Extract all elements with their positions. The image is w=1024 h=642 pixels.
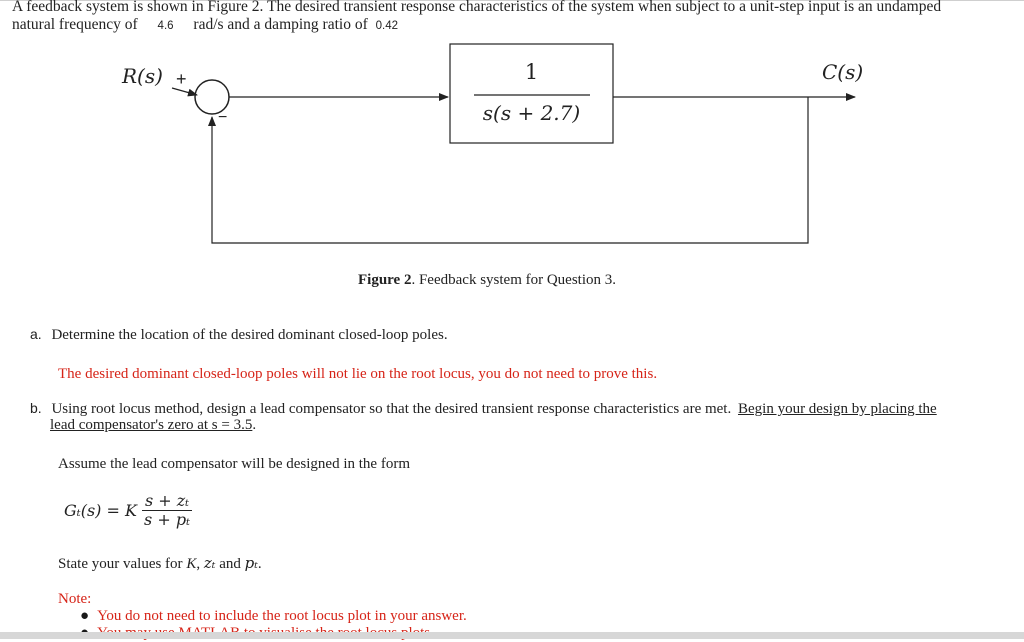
assume-text: Assume the lead compensator will be designed in the form	[58, 456, 410, 472]
compensator-formula	[64, 492, 192, 529]
caption-bold: Figure 2	[358, 272, 412, 288]
bottom-border	[0, 632, 1024, 639]
part-b-line-1	[30, 400, 937, 418]
note-bullet-1-text: You do not need to include the root locus plot in your answer.	[97, 608, 467, 624]
intro-line-1: A feedback system is shown in Figure 2. The desired transient response characteristics of the system when subject to a unit-step input is an undamped	[12, 0, 942, 15]
note-bullet-1	[80, 608, 467, 625]
state-and: and	[219, 556, 241, 572]
input-label: R(s)	[122, 64, 163, 88]
output-label: C(s)	[822, 60, 864, 84]
block-diagram	[0, 0, 1024, 260]
figure-caption	[358, 272, 616, 289]
state-pc: pₜ	[244, 554, 258, 572]
part-a-label: a.	[30, 326, 42, 342]
bullet-dot-icon: ●	[80, 608, 90, 624]
formula-lhs: Gₜ(s) = K	[64, 500, 137, 520]
tf-denominator: s(s + 2.7)	[482, 101, 581, 125]
tf-numerator: 1	[524, 60, 539, 84]
state-values: State your values for K, zₜ and pₜ.	[58, 554, 262, 572]
damping-ratio-value: 0.42	[375, 20, 399, 32]
formula-denominator: s + pₜ	[144, 510, 191, 529]
state-k: K	[186, 556, 197, 572]
part-b-underlined-1: Begin your design by placing the	[737, 401, 937, 417]
note-title: Note:	[58, 591, 92, 607]
part-a	[30, 326, 448, 344]
formula-fraction	[142, 492, 192, 529]
part-b-line-2	[50, 417, 256, 434]
part-a-note: The desired dominant closed-loop poles will not lie on the root locus, you do not need to prove this.	[58, 366, 658, 382]
state-end: .	[257, 556, 262, 572]
part-b-underlined-2: lead compensator's zero at s = 3.5	[50, 417, 253, 433]
intro-prefix: natural frequency of	[12, 16, 138, 33]
plus-sign: +	[176, 69, 187, 89]
minus-sign: −	[218, 109, 228, 126]
part-b-text: Using root locus method, design a lead compensator so that the desired transient response characteristics are met.	[51, 401, 732, 417]
caption-rest: . Feedback system for Question 3.	[411, 272, 617, 288]
state-zc: zₜ	[203, 554, 216, 572]
part-b-period: .	[252, 417, 257, 433]
formula-numerator: s + zₜ	[142, 492, 192, 511]
intro-mid: rad/s and a damping ratio of	[193, 16, 368, 33]
natural-frequency-value: 4.6	[157, 20, 174, 32]
part-b-label: b.	[30, 400, 42, 416]
transfer-function-block	[450, 44, 613, 143]
part-a-text: Determine the location of the desired dominant closed-loop poles.	[51, 327, 448, 343]
state-prefix: State your values for	[58, 556, 183, 572]
